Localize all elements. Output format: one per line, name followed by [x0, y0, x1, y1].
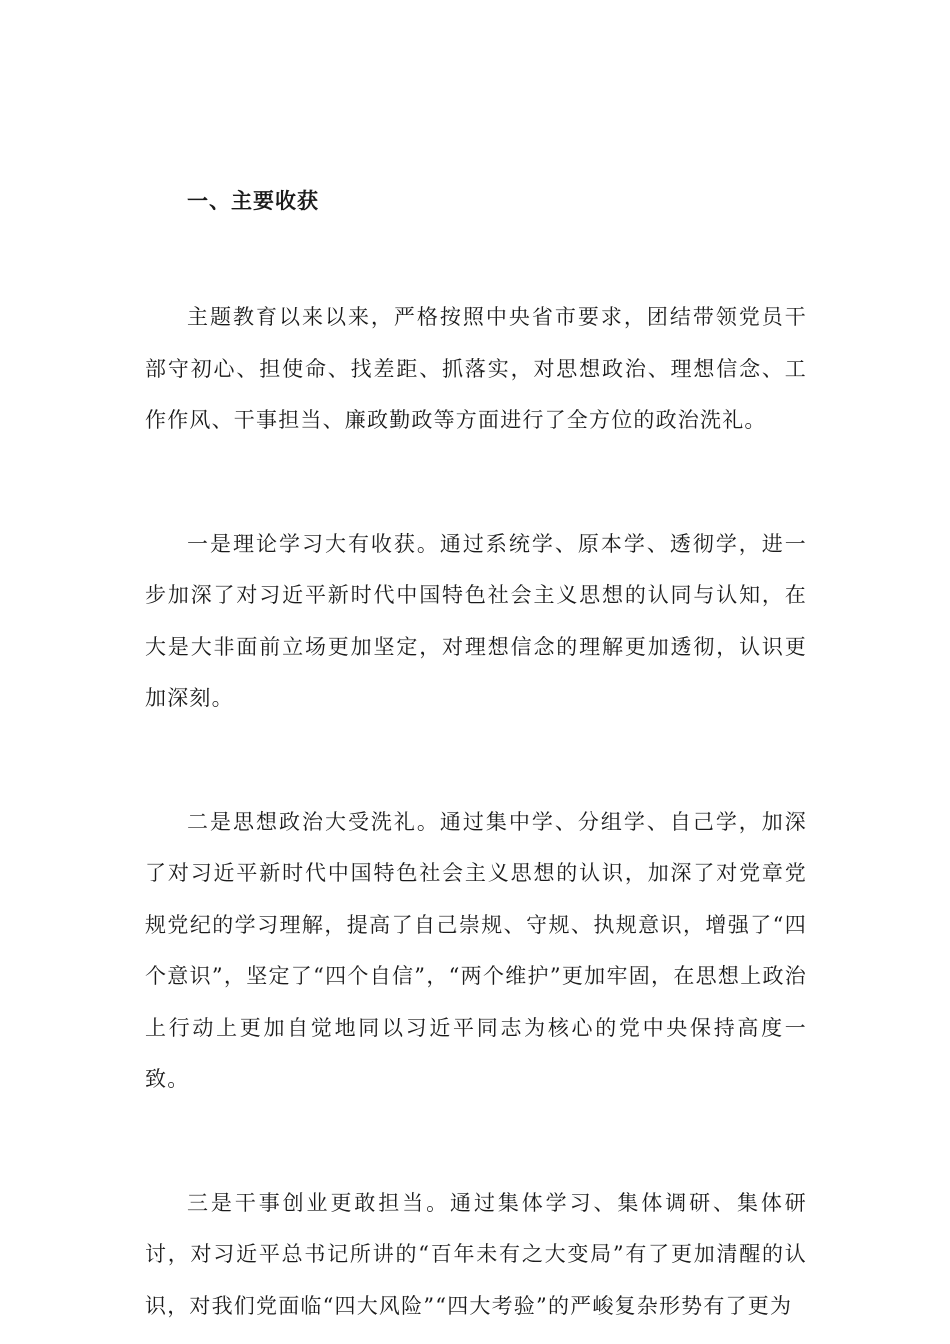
- section-heading: 一、主要收获: [187, 189, 319, 213]
- paragraph-theory-study: 一是理论学习大有收获。通过系统学、原本学、透彻学，进一步加深了对习近平新时代中国特色社会主义思想的认同与认知，在大是大非面前立场更加坚定，对理想信念的理解更加透彻，认识更加深刻。: [145, 531, 807, 710]
- document-body: [145, 183, 807, 1332]
- paragraph-political-thought: 二是思想政治大受洗礼。通过集中学、分组学、自己学，加深了对习近平新时代中国特色社会主义思想的认识，加深了对党章党规党纪的学习理解，提高了自己崇规、守规、执规意识，增强了“四个意识”，坚定了“四个自信”，“两个维护”更加牢固，在思想上政治上行动上更加自觉地同以习近平同志为核心的党中央保持高度一致。: [145, 809, 807, 1091]
- spacer: [145, 219, 807, 292]
- paragraph-responsibility: 三是干事创业更敢担当。通过集体学习、集体调研、集体研讨，对习近平总书记所讲的“百年未有之大变局”有了更加清醒的认识，对我们党面临“四大风险”“四大考验”的严峻复杂形势有了更为: [145, 1190, 807, 1318]
- spacer: [145, 447, 807, 519]
- spacer: [145, 1106, 807, 1178]
- paragraph-intro: 主题教育以来以来，严格按照中央省市要求，团结带领党员干部守初心、担使命、找差距、抓落实，对思想政治、理想信念、工作作风、干事担当、廉政勤政等方面进行了全方位的政治洗礼。: [145, 305, 807, 432]
- spacer: [145, 725, 807, 797]
